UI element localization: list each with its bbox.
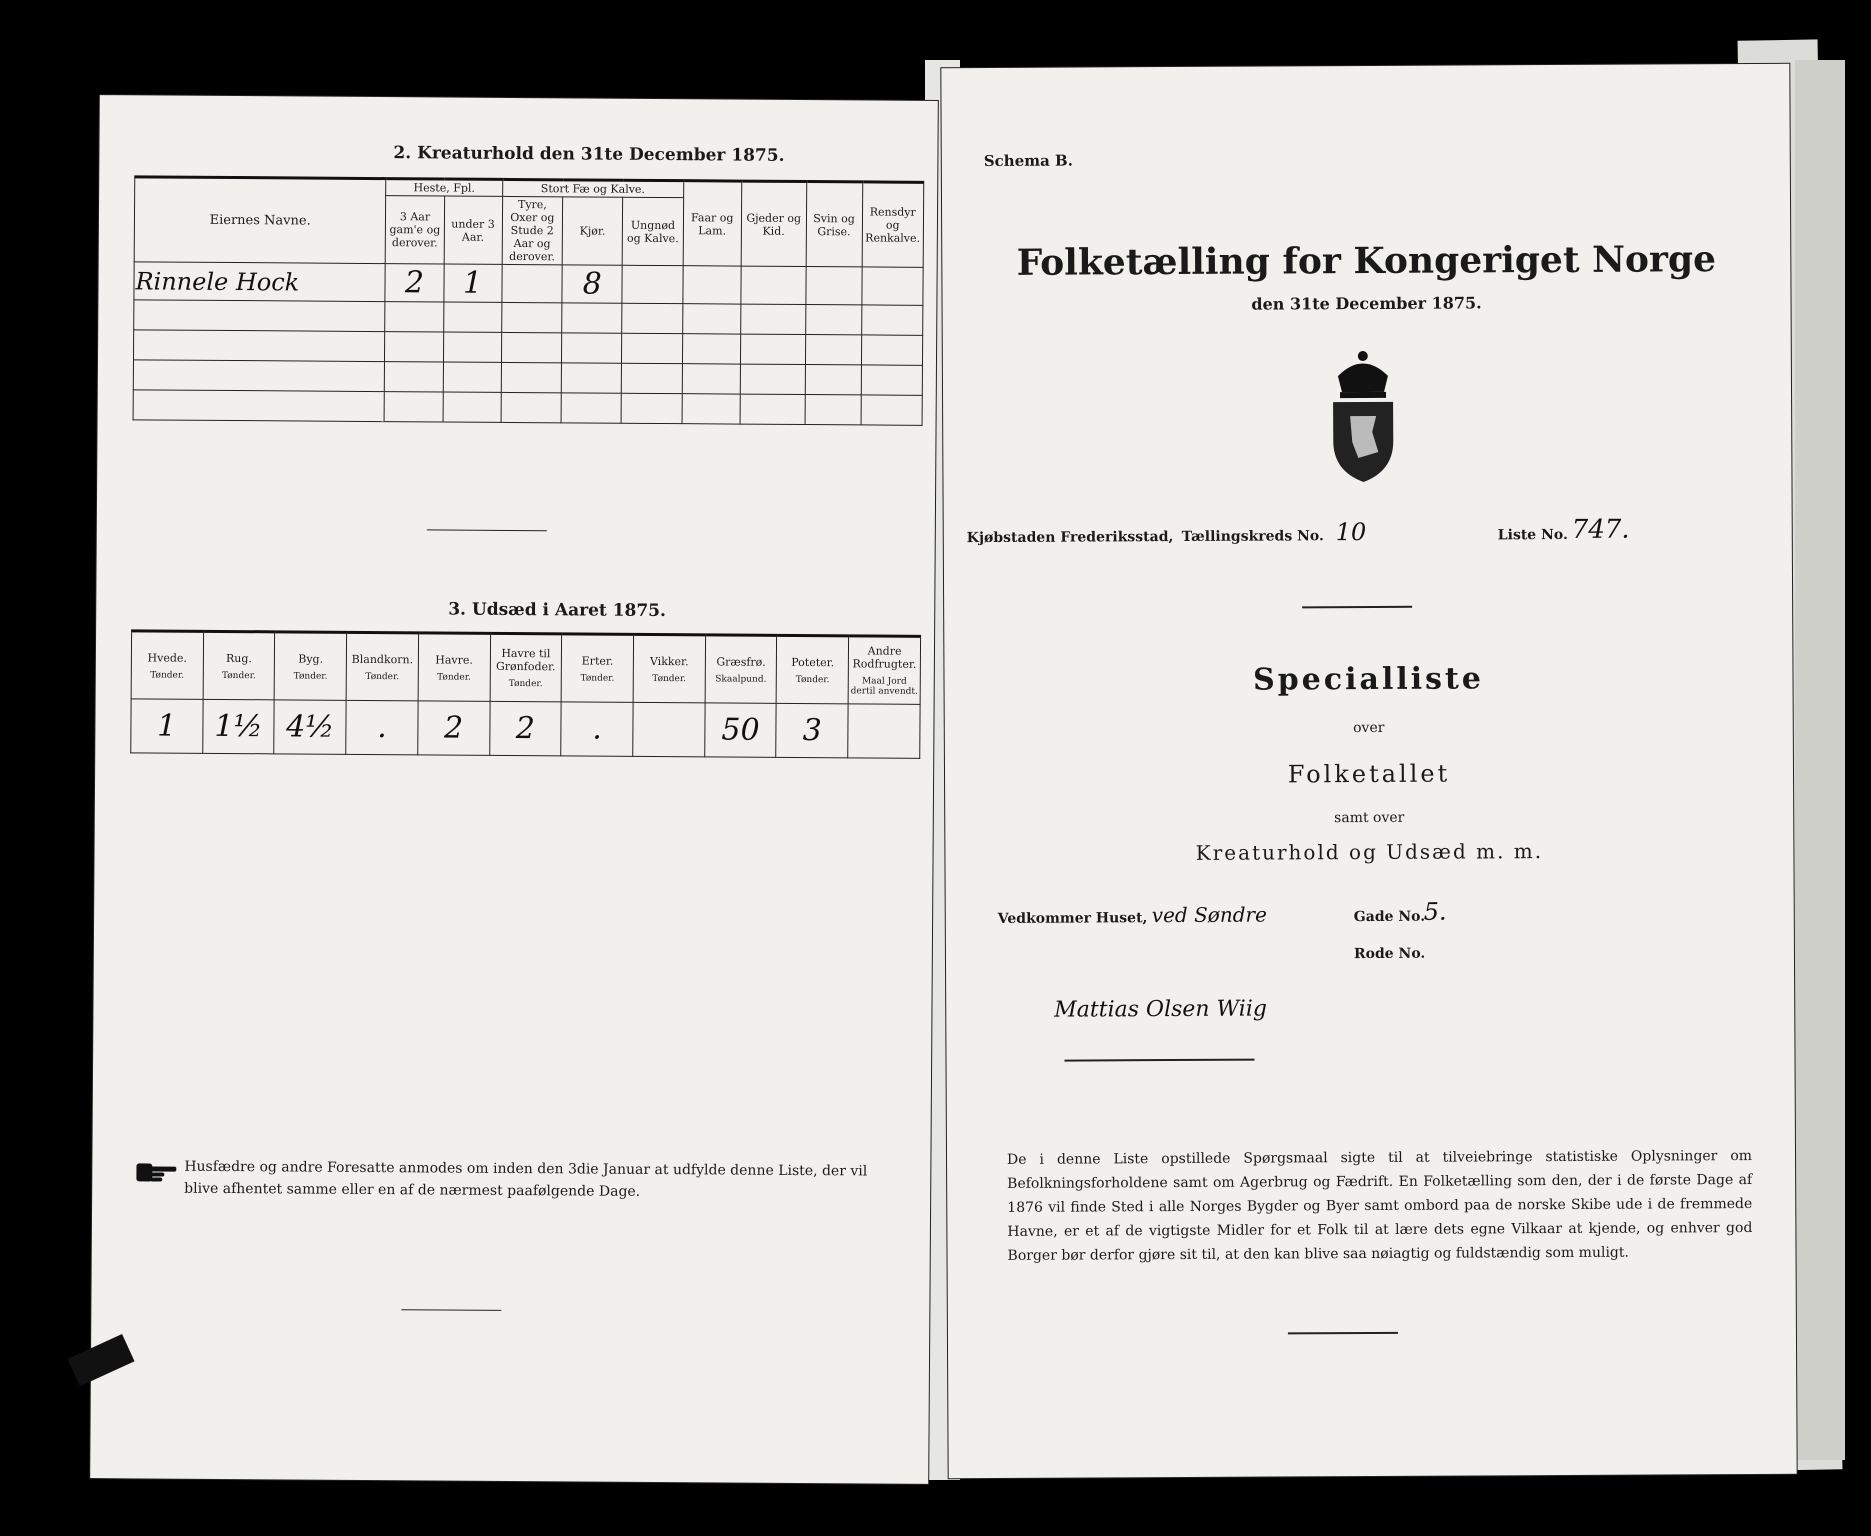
crop-header-name: Rug. xyxy=(225,651,252,665)
horses-young-cell: 1 xyxy=(462,265,483,301)
crop-header-unit: Tønder. xyxy=(795,674,830,685)
signature-line xyxy=(1065,1059,1255,1062)
bottom-rule xyxy=(1288,1332,1398,1335)
house-street-value: ved Søndre xyxy=(1151,902,1267,928)
crop-header-0 xyxy=(131,631,203,699)
right-page xyxy=(941,64,1796,1478)
gade-number: 5. xyxy=(1423,897,1447,926)
crop-header-name: Erter. xyxy=(581,653,614,668)
house-label: Vedkommer Huset, xyxy=(997,910,1148,927)
gade-label: Gade No. xyxy=(1353,908,1426,926)
crop-header-10 xyxy=(848,636,920,704)
schema-label: Schema B. xyxy=(983,151,1073,171)
crop-value-cell xyxy=(274,700,346,754)
crop-header-3 xyxy=(346,632,418,700)
goats-header: Gjeder og Kid. xyxy=(741,181,806,266)
district-label: Tællingskreds No. xyxy=(1181,528,1324,545)
horses-header: Heste, Fpl. xyxy=(386,179,502,197)
cows-cell: 8 xyxy=(582,266,602,302)
livestock-table xyxy=(133,175,925,426)
crop-value: 3 xyxy=(802,713,822,749)
crop-header-1 xyxy=(203,631,275,699)
owner-name-cell: Rinnele Hock xyxy=(135,266,300,296)
crop-value: 50 xyxy=(721,712,760,748)
crop-header-2 xyxy=(275,632,347,700)
crop-value: 1 xyxy=(157,708,177,744)
crop-header-6 xyxy=(561,634,633,702)
crop-value-cell xyxy=(418,701,490,755)
section-2-title: 2. Kreaturhold den 31te December 1875. xyxy=(393,143,785,166)
document-date: den 31te December 1875. xyxy=(1251,293,1482,314)
over-label: over xyxy=(1353,719,1385,737)
crop-header-unit: Tønder. xyxy=(508,678,543,690)
sheep-header: Faar og Lam. xyxy=(683,181,742,266)
horses-old-cell: 2 xyxy=(404,265,425,301)
crop-header-unit: Tønder. xyxy=(365,671,400,682)
crop-header-9 xyxy=(777,635,849,703)
crop-header-unit: Maal Jord dertil anvendt. xyxy=(850,676,918,697)
crop-header-name: Byg. xyxy=(298,651,324,666)
crop-header-unit: Skaalpund. xyxy=(715,673,767,685)
crop-value-cell xyxy=(776,703,848,757)
crop-value-cell xyxy=(489,701,561,755)
cattle-header: Stort Fæ og Kalve. xyxy=(502,179,683,197)
crop-value-cell xyxy=(848,704,920,759)
district-number: 10 xyxy=(1335,518,1367,547)
background-sheet-edge xyxy=(1795,60,1845,1460)
young-cattle-header: Ungnød og Kalve. xyxy=(623,197,684,265)
bottom-divider-line xyxy=(401,1309,501,1311)
crop-header-5 xyxy=(490,633,562,701)
crop-header-name: Blandkorn. xyxy=(351,652,414,666)
owner-name-header: Eiernes Navne. xyxy=(134,177,386,264)
pigs-header: Svin og Grise. xyxy=(806,182,862,267)
crop-value-cell xyxy=(202,699,274,753)
crop-header-name: Havre til Grønfoder. xyxy=(495,646,556,674)
crop-value: 2 xyxy=(443,710,464,746)
crop-header-name: Havre. xyxy=(435,652,473,667)
norway-coat-of-arms-icon xyxy=(1283,346,1444,491)
explanatory-paragraph: De i denne Liste opstillede Spørgsmaal sigte til at tilveiebringe statistiske Oplysninger om Befolkningsforholdene samt om Agerbrug og Fædrift. En Folketælling som den, der i de første Dage af 1876 vil finde Sted i alle Norges Bygder og Byer samt ombord paa de norske Skibe ude i de fremmede Havne, er et af de vigtigste Midler for et Folk til at lære dets egne Vilkaar at kjende, og enhver god Borger bør derfor gjøre sit til, at den kan blive saa nøiagtig og fuldstændig som muligt. xyxy=(1006,1147,1753,1264)
title-divider-line xyxy=(1302,606,1412,609)
bulls-header: Tyre, Oxer og Stude 2 Aar og derover. xyxy=(502,196,563,264)
section-3-title: 3. Udsæd i Aaret 1875. xyxy=(448,599,667,622)
crop-header-7 xyxy=(633,634,705,702)
crop-header-unit: Tønder. xyxy=(293,670,328,682)
reindeer-header: Rensdyr og Renkalve. xyxy=(862,182,924,267)
crop-header-name: Poteter. xyxy=(791,655,835,669)
crop-header-unit: Tønder. xyxy=(150,669,185,681)
list-number: 747. xyxy=(1571,514,1630,545)
rode-label: Rode No. xyxy=(1353,945,1426,963)
cows-header: Kjør. xyxy=(562,197,623,265)
pointing-hand-icon xyxy=(136,1157,178,1189)
crop-table xyxy=(130,629,921,759)
crop-value-cell xyxy=(633,702,705,756)
list-label: Liste No. xyxy=(1497,526,1568,544)
crop-value: . xyxy=(592,711,602,747)
crop-header-unit: Tønder. xyxy=(437,671,471,683)
crop-header-4 xyxy=(418,633,490,701)
signature: Mattias Olsen Wiig xyxy=(1054,996,1267,1023)
crop-header-name: Hvede. xyxy=(147,650,188,665)
left-page xyxy=(90,95,938,1484)
document-title: Folketælling for Kongeriget Norge xyxy=(1016,238,1717,284)
crop-header-name: Græsfrø. xyxy=(716,654,766,669)
crop-value: 2 xyxy=(515,711,536,747)
crop-value-cell xyxy=(704,703,776,757)
divider-line xyxy=(427,529,547,531)
specialliste-heading: Specialliste xyxy=(1252,661,1485,698)
folketallet-heading: Folketallet xyxy=(1287,759,1451,789)
crop-header-unit: Tønder. xyxy=(221,670,256,681)
crop-value: 4½ xyxy=(286,709,335,745)
crop-header-8 xyxy=(705,635,777,703)
crop-value: 1½ xyxy=(214,708,263,745)
kreaturhold-heading: Kreaturhold og Udsæd m. m. xyxy=(1195,839,1544,865)
crop-header-unit: Tønder. xyxy=(652,673,687,684)
town-label: Kjøbstaden Frederiksstad, xyxy=(966,529,1174,547)
horses-young-header: under 3 Aar. xyxy=(444,196,503,264)
crop-value-cell xyxy=(346,700,418,754)
horses-old-header: 3 Aar gam'e og derover. xyxy=(386,196,445,264)
crop-header-name: Vikker. xyxy=(649,654,689,668)
crop-header-name: Andre Rodfrugter. xyxy=(852,644,917,671)
samt-over-label: samt over xyxy=(1334,809,1405,827)
crop-value-cell xyxy=(561,702,633,756)
instruction-notice: Husfædre og andre Foresatte anmodes om inden den 3die Januar at udfylde denne Liste, der vil blive afhentet samme eller en af de nærmest paafølgende Dage. xyxy=(184,1158,868,1200)
crop-value: . xyxy=(377,710,387,746)
margin-tab-mark xyxy=(67,1334,134,1386)
crop-header-unit: Tønder. xyxy=(580,672,615,684)
crop-value-cell xyxy=(131,699,203,753)
